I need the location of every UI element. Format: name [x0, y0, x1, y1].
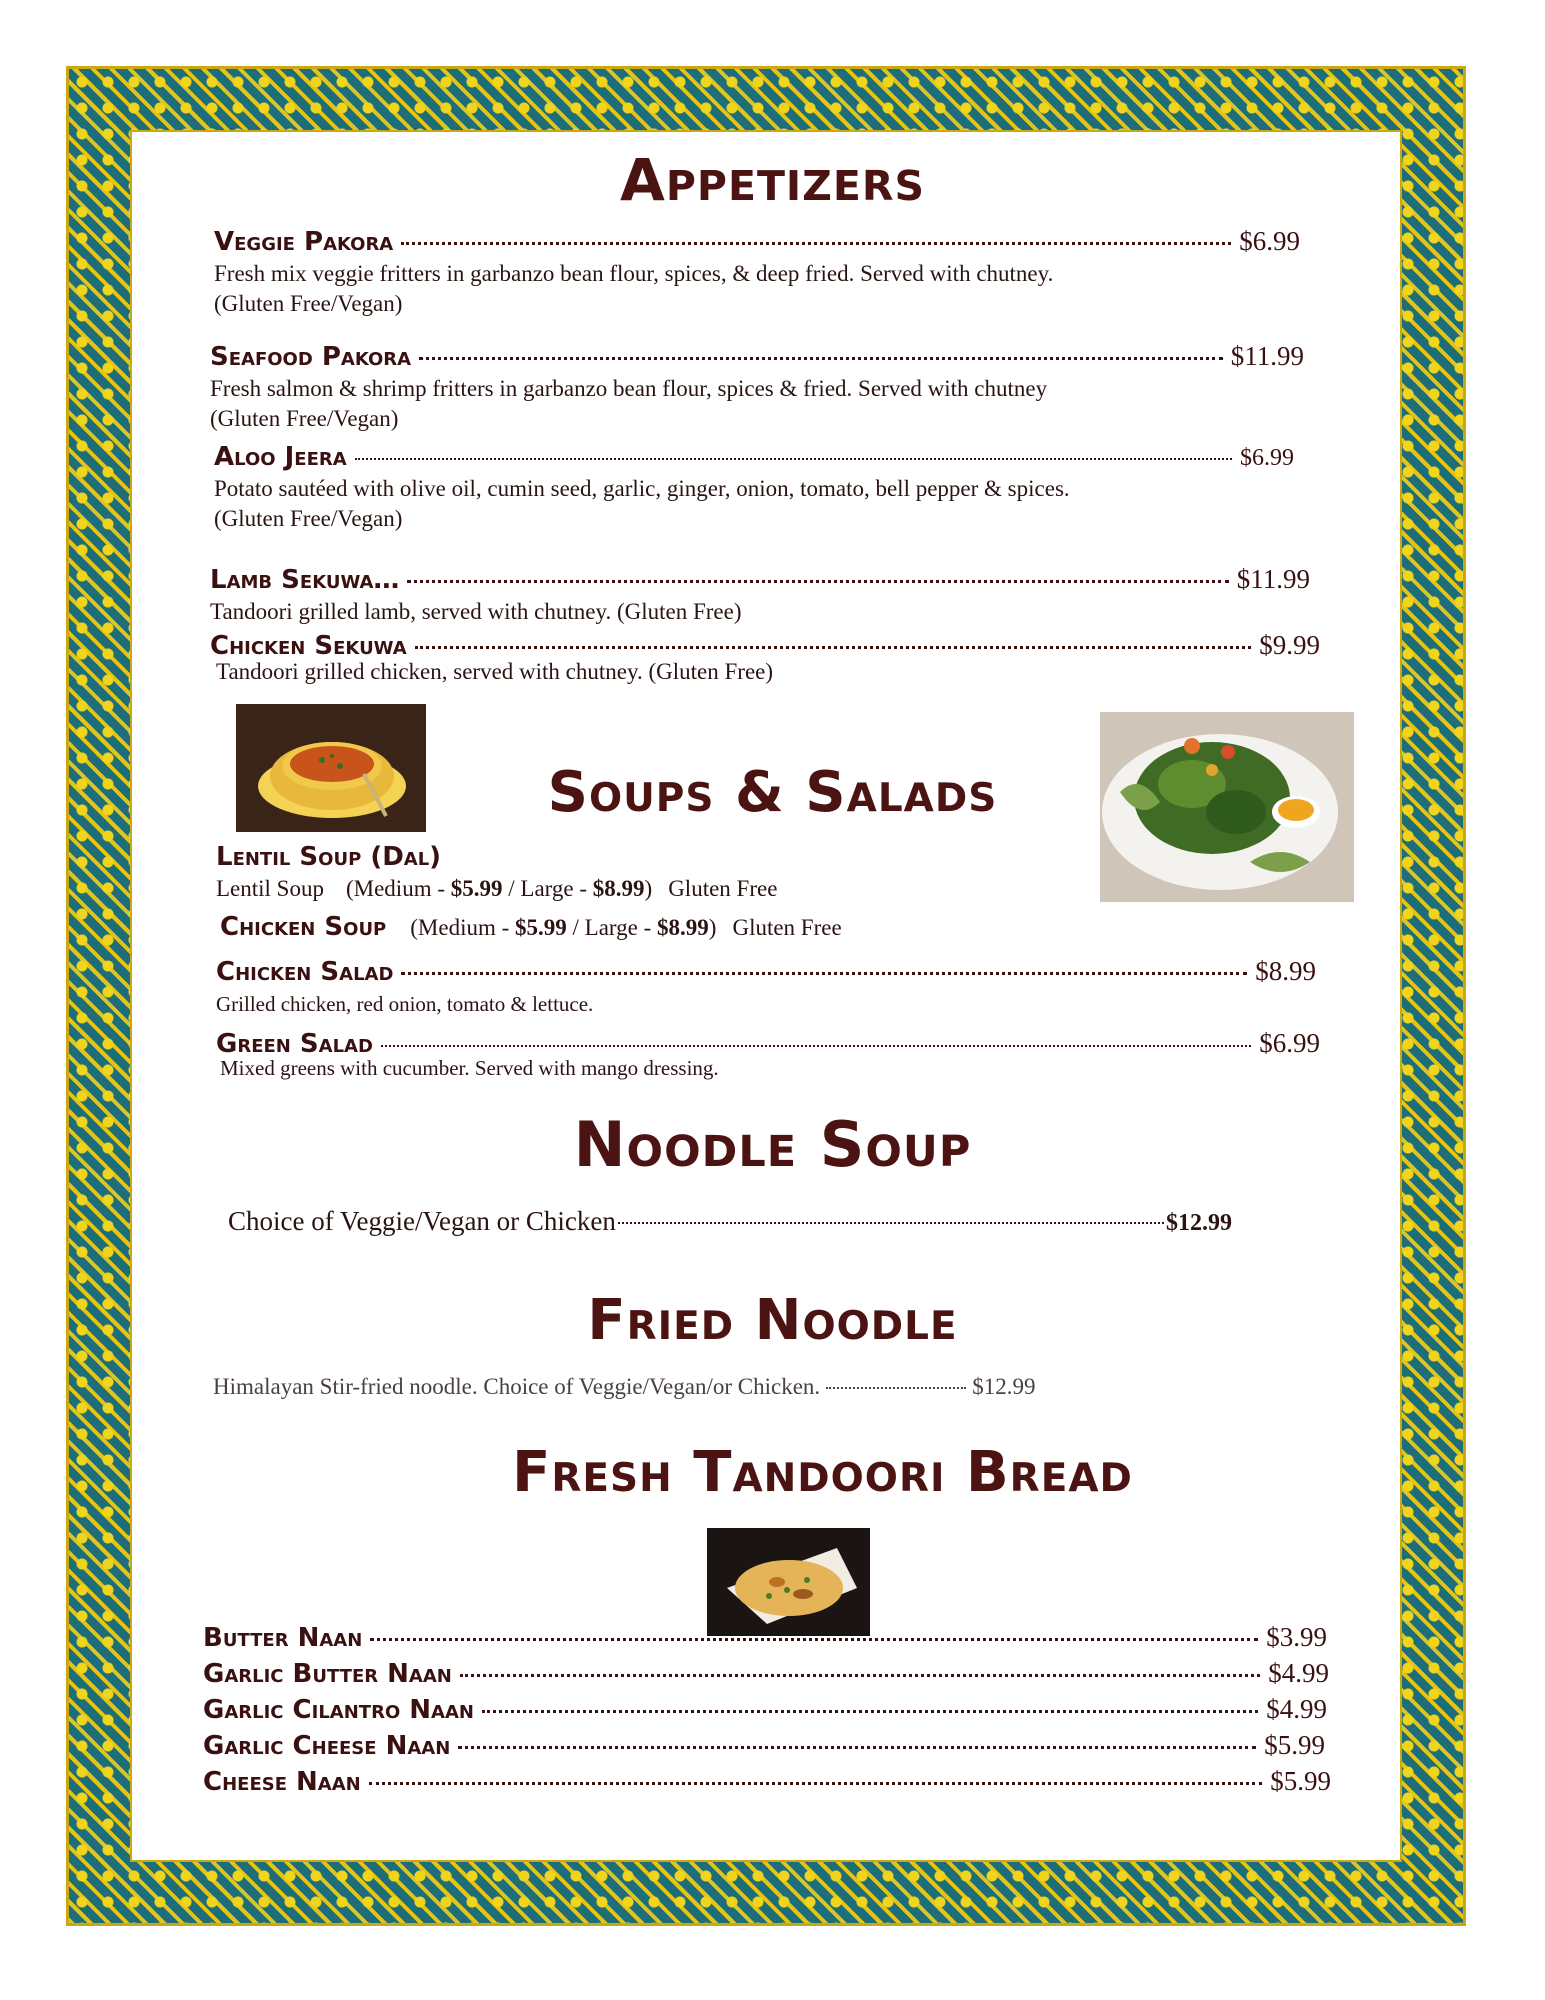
item-note: (Gluten Free/Vegan)	[210, 406, 399, 431]
item-description: Fresh mix veggie fritters in garbanzo bean flour, spices, & deep fried. Served with chutney.	[214, 261, 1054, 286]
item-description: Fresh salmon & shrimp fritters in garbanzo bean flour, spices & fried. Served with chutney	[210, 376, 1048, 401]
item-description: Tandoori grilled chicken, served with chutney. (Gluten Free)	[216, 659, 774, 684]
dot-leader	[381, 1045, 1251, 1047]
item-name: Chicken Salad	[216, 957, 394, 987]
dot-leader	[482, 1710, 1258, 1713]
menu-item-veggie-pakora	[214, 226, 1300, 319]
large-price: $8.99	[592, 876, 645, 901]
item-name: Green Salad	[216, 1029, 373, 1059]
dot-leader	[355, 458, 1232, 460]
noodle-soup-line	[228, 1206, 1232, 1237]
menu-item-lentil-soup	[216, 842, 777, 904]
menu-item-chicken-soup	[220, 912, 842, 942]
menu-item-chicken-salad	[216, 956, 1316, 1019]
item-name: Chicken Soup	[220, 912, 387, 942]
item-name: Chicken Sekuwa	[210, 631, 407, 661]
noodle-soup-price: $12.99	[1166, 1210, 1232, 1236]
item-name: Lamb Sekuwa…	[210, 565, 400, 595]
item-price: $6.99	[1240, 445, 1294, 471]
item-price: $8.99	[1255, 956, 1316, 986]
item-price: $9.99	[1259, 630, 1320, 660]
lentil-desc: Lentil Soup	[216, 876, 324, 901]
gluten-free-tag: Gluten Free	[668, 876, 778, 901]
dot-leader	[458, 1746, 1256, 1749]
noodle-soup-description: Choice of Veggie/Vegan or Chicken	[228, 1206, 616, 1236]
dot-leader	[415, 646, 1252, 649]
medium-price: $5.99	[450, 876, 503, 901]
tandoori-bread-heading: Fresh Tandoori Bread	[512, 1440, 1133, 1505]
item-name: Veggie Pakora	[214, 227, 394, 257]
dot-leader	[826, 1387, 966, 1389]
gluten-free-tag: Gluten Free	[732, 915, 842, 940]
size-open: (Medium -	[345, 876, 451, 901]
naan-photo	[707, 1528, 870, 1636]
item-name: Seafood Pakora	[210, 342, 412, 372]
size-mid: / Large -	[566, 915, 658, 940]
fried-noodle-line	[213, 1374, 1211, 1400]
size-close: )	[708, 915, 717, 940]
item-name: Butter Naan	[203, 1623, 363, 1653]
dot-leader	[460, 1674, 1260, 1677]
item-price: $4.99	[1268, 1658, 1329, 1688]
menu-item-lamb-sekuwa	[210, 564, 1310, 627]
menu-item-chicken-sekuwa	[210, 630, 1320, 687]
medium-price: $5.99	[515, 915, 567, 940]
item-name: Lentil Soup (Dal)	[216, 842, 442, 872]
item-note: (Gluten Free/Vegan)	[214, 506, 403, 531]
item-price: $5.99	[1264, 1730, 1325, 1760]
menu-item-aloo-jeera	[214, 442, 1294, 534]
noodle-soup-heading: Noodle Soup	[573, 1108, 972, 1181]
item-price: $6.99	[1239, 226, 1300, 256]
item-price: $11.99	[1236, 564, 1310, 594]
menu-item-garlic-cilantro-naan	[203, 1694, 1327, 1725]
dot-leader	[369, 1782, 1263, 1785]
dot-leader	[370, 1638, 1258, 1641]
soups-salads-heading: Soups & Salads	[547, 760, 998, 825]
item-name: Garlic Cheese Naan	[203, 1731, 451, 1761]
dot-leader	[401, 972, 1247, 975]
dot-leader	[401, 242, 1231, 245]
fried-noodle-description: Himalayan Stir-fried noodle. Choice of Veggie/Vegan/or Chicken.	[213, 1374, 821, 1399]
menu-item-butter-naan	[203, 1622, 1327, 1653]
dot-leader	[618, 1222, 1164, 1224]
item-description: Grilled chicken, red onion, tomato & lettuce.	[216, 992, 594, 1016]
size-pricing	[410, 915, 716, 941]
menu-item-garlic-butter-naan	[203, 1658, 1329, 1689]
size-mid: / Large -	[502, 876, 593, 901]
dot-leader	[407, 580, 1228, 583]
item-price: $5.99	[1270, 1766, 1331, 1796]
item-name: Aloo Jeera	[214, 442, 347, 472]
item-note: (Gluten Free/Vegan)	[214, 291, 403, 316]
menu-item-garlic-cheese-naan	[203, 1730, 1325, 1761]
size-pricing	[346, 876, 652, 901]
item-name: Cheese Naan	[203, 1767, 361, 1797]
item-description: Potato sautéed with olive oil, cumin seed, garlic, ginger, onion, tomato, bell pepper & spices.	[214, 476, 1070, 501]
dot-leader	[419, 357, 1223, 360]
item-description	[216, 874, 777, 904]
item-name: Garlic Butter Naan	[203, 1659, 452, 1689]
menu-item-cheese-naan	[203, 1766, 1331, 1797]
large-price: $8.99	[657, 915, 709, 940]
fried-noodle-heading: Fried Noodle	[587, 1288, 958, 1353]
appetizers-heading: Appetizers	[619, 146, 926, 214]
item-price: $3.99	[1266, 1622, 1327, 1652]
item-price: $6.99	[1259, 1028, 1320, 1058]
item-price: $4.99	[1266, 1694, 1327, 1724]
menu-item-green-salad	[216, 1028, 1320, 1083]
size-close: )	[644, 876, 653, 901]
fried-noodle-price: $12.99	[972, 1374, 1036, 1399]
item-name: Garlic Cilantro Naan	[203, 1695, 474, 1725]
item-price: $11.99	[1230, 341, 1304, 371]
size-open: (Medium -	[410, 915, 516, 940]
item-description: Mixed greens with cucumber. Served with mango dressing.	[220, 1056, 719, 1080]
menu-item-seafood-pakora	[210, 341, 1304, 434]
item-description: Tandoori grilled lamb, served with chutney. (Gluten Free)	[210, 599, 742, 624]
